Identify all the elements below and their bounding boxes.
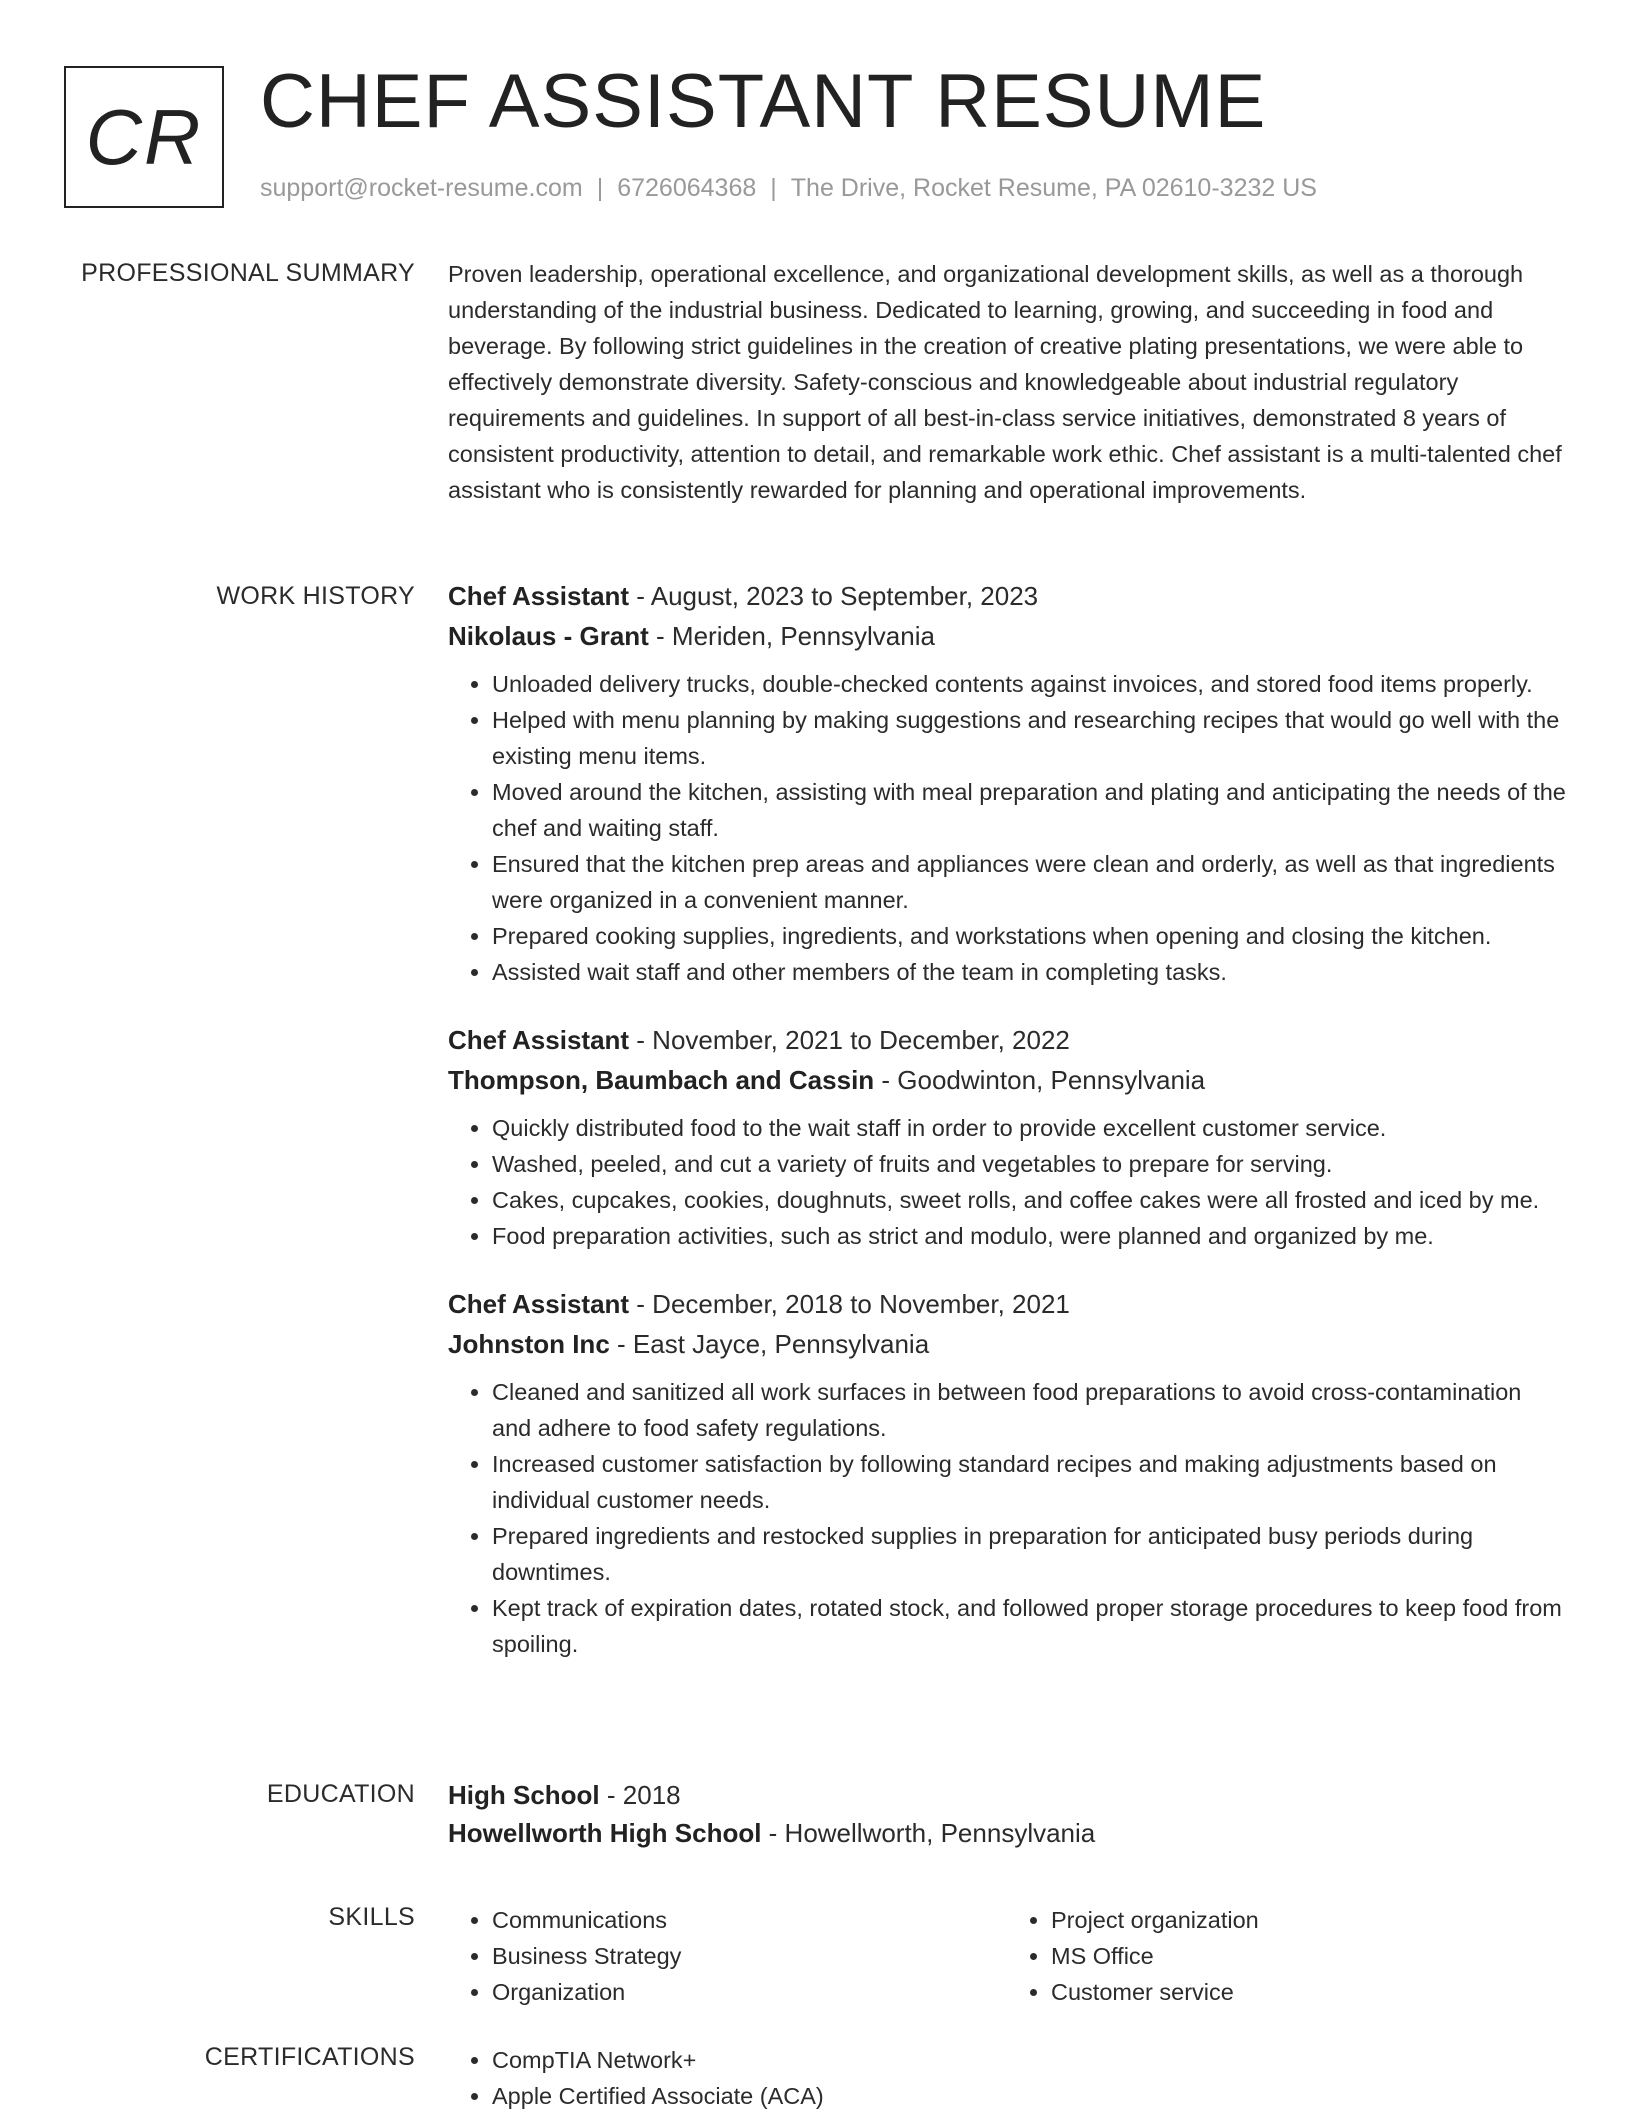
skill-item: • Organization [492,1974,1007,2010]
job-location: - East Jayce, Pennsylvania [609,1329,930,1359]
contact-email[interactable]: support@rocket-resume.com [260,174,583,202]
education-location: - Howellworth, Pennsylvania [761,1818,1096,1848]
summary-text: Proven leadership, operational excellence, and organizational development skills, as well as a thorough understanding of the industrial business. Dedicated to learning, growing, and succeeding in food and beverage. By following strict guidelines in the creation of creative plating presentations, we were able to effectively demonstrate diversity. Safety-conscious and knowledgeable about industrial regulatory requirements and guidelines. In support of all best-in-class service initiatives, demonstrated 8 years of consistent productivity, attention to detail, and remarkable work ethic. Chef assistant is a multi-talented chef assistant who is consistently rewarded for planning and operational improvements. [448,261,1562,503]
education-school: Howellworth High School [448,1818,762,1848]
contact-separator: | [770,174,777,202]
job-entry [448,576,1566,990]
job-bullet: • Quickly distributed food to the wait staff in order to provide excellent customer service. [492,1110,1566,1146]
section-label-skills: SKILLS [328,1903,415,1931]
summary-content [448,256,1566,508]
job-company-line [448,1324,1566,1364]
job-title-line [448,1284,1566,1324]
education-content [448,1776,1566,1852]
section-label-education: EDUCATION [266,1780,415,1808]
job-dates: - December, 2018 to November, 2021 [629,1289,1070,1319]
certification-item: • Apple Certified Associate (ACA) [492,2078,1566,2114]
section-label-summary: PROFESSIONAL SUMMARY [81,259,415,287]
skill-item: • Customer service [1051,1974,1566,2010]
skills-list-left [448,1902,1007,2010]
contact-address: The Drive, Rocket Resume, PA 02610-3232 US [790,174,1317,202]
education-degree: High School [448,1780,600,1810]
job-bullet: • Prepared ingredients and restocked supplies in preparation for anticipated busy periods during downtimes. [492,1518,1566,1590]
education-year: - 2018 [599,1780,681,1810]
job-bullet: • Helped with menu planning by making suggestions and researching recipes that would go well with the existing menu items. [492,702,1566,774]
work-history-content [448,576,1566,1692]
skill-item: • MS Office [1051,1938,1566,1974]
job-dates: - August, 2023 to September, 2023 [629,581,1039,611]
job-bullet: • Food preparation activities, such as strict and modulo, were planned and organized by me. [492,1218,1566,1254]
skill-item: • Project organization [1051,1902,1566,1938]
job-bullet: • Ensured that the kitchen prep areas and appliances were clean and orderly, as well as that ingredients were organized in a convenient manner. [492,846,1566,918]
section-label-certifications: CERTIFICATIONS [204,2043,415,2071]
job-bullet-list [448,666,1566,990]
monogram-logo: CR [64,66,224,208]
job-title-line [448,576,1566,616]
job-entry [448,1284,1566,1662]
job-bullet: • Kept track of expiration dates, rotated stock, and followed proper storage procedures to keep food from spoiling. [492,1590,1566,1662]
skills-list-right [1007,1902,1566,2010]
certification-item: • CompTIA Network+ [492,2042,1566,2078]
job-bullet: • Assisted wait staff and other members of the team in completing tasks. [492,954,1566,990]
job-bullet: • Cakes, cupcakes, cookies, doughnuts, sweet rolls, and coffee cakes were all frosted and iced by me. [492,1182,1566,1218]
education-degree-line [448,1776,1566,1814]
job-location: - Meriden, Pennsylvania [648,621,935,651]
job-title-line [448,1020,1566,1060]
job-entry [448,1020,1566,1254]
job-bullet: • Cleaned and sanitized all work surfaces in between food preparations to avoid cross-contamination and adhere to food safety regulations. [492,1374,1566,1446]
job-company: Nikolaus - Grant [448,621,649,651]
contact-separator: | [596,174,604,202]
job-bullet-list [448,1110,1566,1254]
job-bullet-list [448,1374,1566,1662]
skill-item: • Business Strategy [492,1938,1007,1974]
job-bullet: • Prepared cooking supplies, ingredients, and workstations when opening and closing the kitchen. [492,918,1566,954]
education-school-line [448,1814,1566,1852]
job-company: Thompson, Baumbach and Cassin [448,1065,875,1095]
job-title: Chef Assistant [448,1289,630,1319]
job-bullet: • Increased customer satisfaction by following standard recipes and making adjustments based on individual customer needs. [492,1446,1566,1518]
resume-title: CHEF ASSISTANT RESUME [260,59,1267,144]
job-dates: - November, 2021 to December, 2022 [629,1025,1070,1055]
contact-phone[interactable]: 6726064368 [617,174,757,202]
certifications-list [448,2042,1566,2114]
job-company-line [448,1060,1566,1100]
job-company: Johnston Inc [448,1329,610,1359]
job-bullet: • Unloaded delivery trucks, double-checked contents against invoices, and stored food items properly. [492,666,1566,702]
contact-line [260,174,1317,203]
job-location: - Goodwinton, Pennsylvania [874,1065,1206,1095]
job-title: Chef Assistant [448,581,630,611]
section-label-work-history: WORK HISTORY [216,582,415,610]
skill-item: • Communications [492,1902,1007,1938]
skills-content [448,1902,1566,2010]
job-title: Chef Assistant [448,1025,630,1055]
certifications-content [448,2042,1566,2114]
job-bullet: • Moved around the kitchen, assisting with meal preparation and plating and anticipating the needs of the chef and waiting staff. [492,774,1566,846]
job-company-line [448,616,1566,656]
job-bullet: • Washed, peeled, and cut a variety of fruits and vegetables to prepare for serving. [492,1146,1566,1182]
